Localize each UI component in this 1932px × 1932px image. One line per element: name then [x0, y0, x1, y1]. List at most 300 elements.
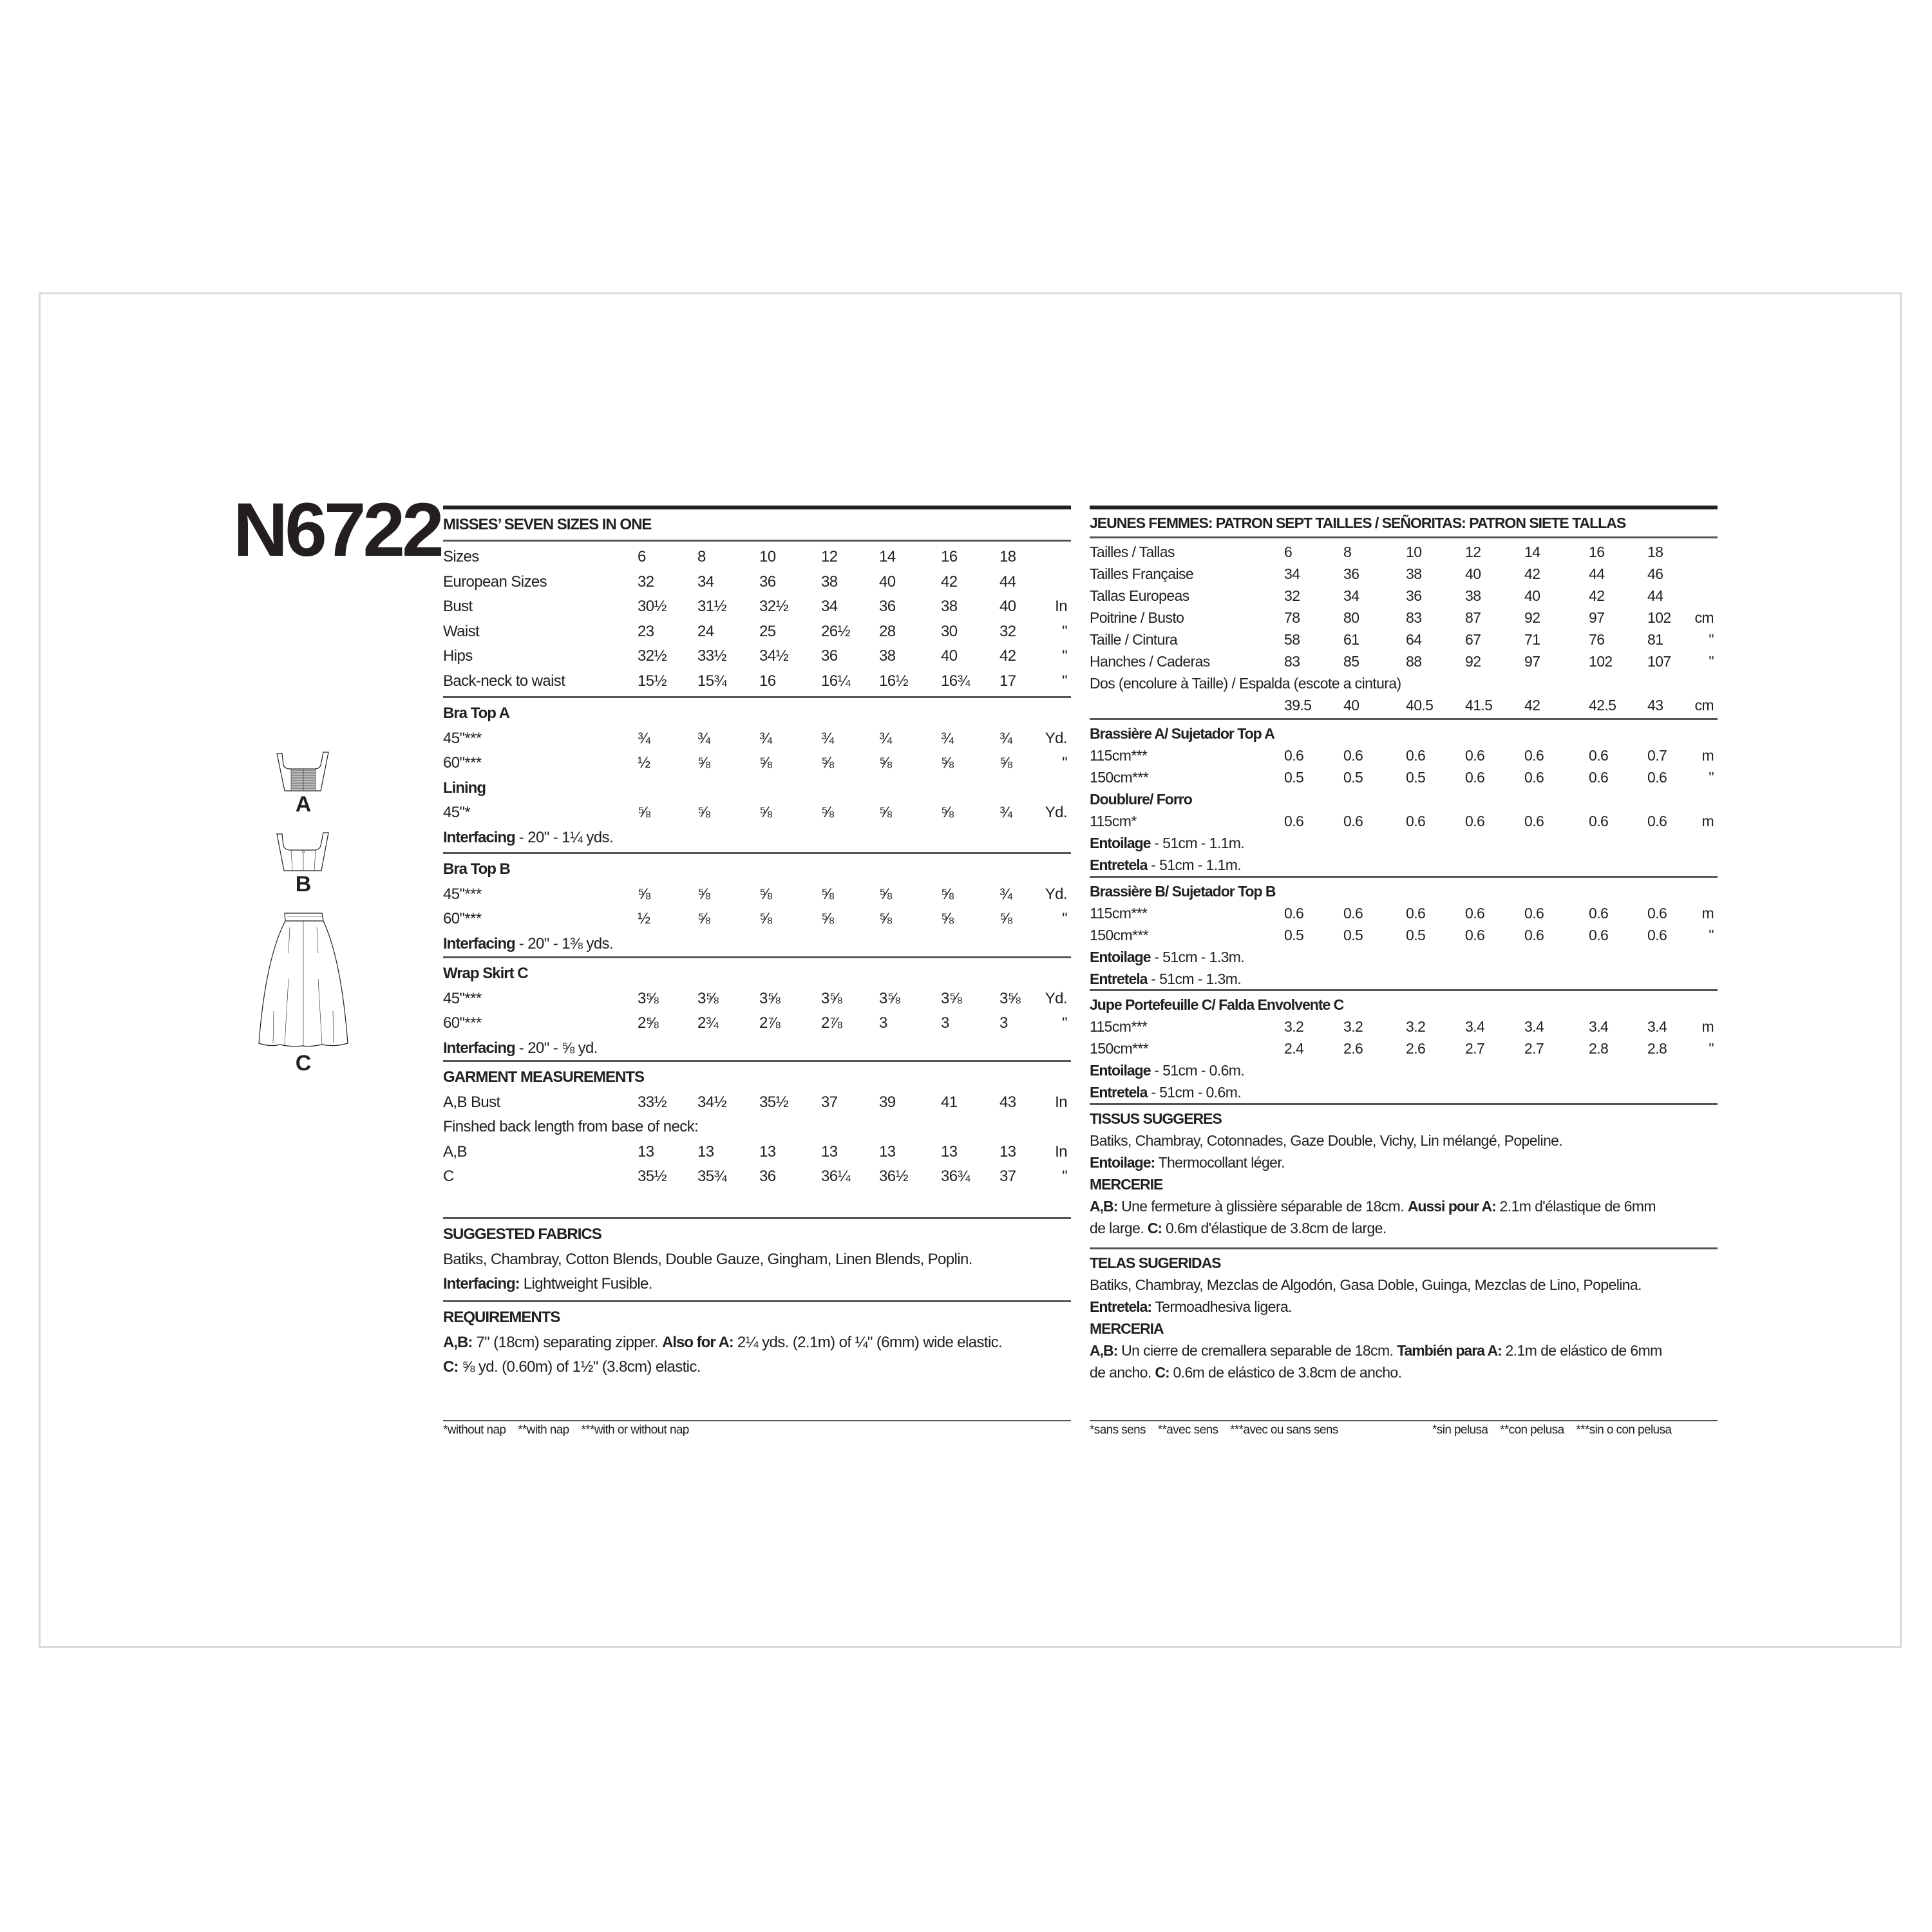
bold-label: Entretela — [1090, 1084, 1148, 1101]
unit-label: m — [1701, 747, 1714, 764]
size-value: 40 — [941, 647, 958, 665]
text-segment: - 51cm - 1.1m. — [1150, 835, 1245, 851]
text-segment: - 51cm - 1.3m. — [1150, 949, 1245, 965]
text-segment: de ancho. — [1090, 1364, 1155, 1381]
footnote: ***avec ou sans sens — [1230, 1423, 1338, 1437]
size-value: 24 — [697, 622, 714, 640]
table-row — [1090, 902, 1718, 924]
size-value: ⅝ — [821, 754, 834, 772]
technical-drawings — [245, 741, 374, 1140]
size-value: 36 — [759, 1168, 776, 1185]
size-value: ⅝ — [941, 804, 954, 821]
size-value: 25 — [759, 622, 776, 640]
size-value: 16 — [941, 548, 958, 565]
row-label: 115cm* — [1090, 813, 1137, 829]
footnote-divider — [1090, 1420, 1718, 1421]
size-value: 34½ — [697, 1093, 726, 1111]
size-value: 40 — [1343, 697, 1359, 714]
unit-label: Yd. — [1045, 989, 1067, 1007]
heading-label: Lining — [443, 779, 486, 797]
table-row — [443, 987, 1071, 1012]
size-value: 0.6 — [1465, 747, 1485, 764]
size-value: 41 — [941, 1093, 958, 1111]
table-row — [443, 726, 1071, 752]
table-row — [1090, 541, 1718, 563]
text-segment: 2.1m d'élastique de 6mm — [1495, 1198, 1656, 1215]
size-value: 10 — [1406, 544, 1422, 560]
size-value: 34 — [1343, 587, 1359, 604]
footnote: **avec sens — [1157, 1423, 1218, 1437]
text-segment: 2¼ yds. (2.1m) of ¼" (6mm) wide elastic. — [733, 1333, 1003, 1351]
text-segment: - 20" - 1¼ yds. — [515, 828, 614, 846]
section-heading — [443, 701, 1071, 726]
size-value: 102 — [1589, 653, 1613, 670]
table-row — [443, 644, 1071, 669]
size-value: 0.6 — [1524, 905, 1544, 922]
footnote: *without nap — [443, 1423, 506, 1437]
heading-label: TELAS SUGERIDAS — [1090, 1255, 1221, 1271]
text-line — [443, 1115, 1071, 1140]
table-row — [1090, 810, 1718, 832]
size-value: 3⅝ — [697, 989, 719, 1007]
row-label: 150cm*** — [1090, 1040, 1149, 1057]
size-value: 3 — [999, 1014, 1008, 1032]
section — [443, 852, 1071, 956]
text-line — [1090, 1081, 1718, 1103]
size-value: ½ — [638, 754, 650, 772]
section — [443, 1060, 1071, 1189]
view-label-a: A — [295, 792, 312, 817]
size-value: 34½ — [759, 647, 788, 665]
size-value: 36¼ — [821, 1168, 850, 1185]
size-value: 2.8 — [1589, 1040, 1609, 1057]
size-value: 3.4 — [1647, 1018, 1667, 1035]
text-line — [1090, 672, 1718, 694]
size-value: ¾ — [999, 729, 1012, 747]
footnote: ***sin o con pelusa — [1576, 1423, 1672, 1437]
table-row — [1090, 563, 1718, 585]
size-value: 40 — [1524, 587, 1540, 604]
row-label: 150cm*** — [1090, 927, 1149, 943]
size-value: 3⅝ — [638, 989, 659, 1007]
text-segment: ⅝ yd. (0.60m) of 1½" (3.8cm) elastic. — [458, 1358, 701, 1376]
heading-label: JEUNES FEMMES: PATRON SEPT TAILLES / SEÑORITAS: PATRON SIETE TALLAS — [1090, 515, 1626, 531]
text-line — [443, 1272, 1071, 1297]
size-value: ⅝ — [821, 804, 834, 821]
size-value: 40 — [999, 598, 1016, 615]
heading-label: REQUIREMENTS — [443, 1309, 560, 1326]
text-segment: Un cierre de cremallera separable de 18cm. — [1117, 1342, 1397, 1359]
size-value: 17 — [999, 672, 1016, 690]
size-value: 16¼ — [821, 672, 850, 690]
size-value: 76 — [1589, 631, 1605, 648]
text-line — [1090, 1296, 1718, 1318]
size-value: ⅝ — [697, 754, 710, 772]
row-label: A,B — [443, 1142, 467, 1160]
pattern-number: N6722 — [233, 488, 441, 573]
unit-label: " — [1062, 622, 1067, 640]
text-line — [1090, 946, 1718, 968]
bold-label: A,B: — [1090, 1342, 1118, 1359]
text-segment: Finshed back length from base of neck: — [443, 1118, 699, 1135]
size-value: 0.6 — [1343, 813, 1363, 829]
size-value: 10 — [759, 548, 776, 565]
unit-label: m — [1701, 905, 1714, 922]
size-value: 0.5 — [1284, 927, 1304, 943]
bold-label: Interfacing — [443, 828, 515, 846]
table-row — [1090, 924, 1718, 946]
size-value: 18 — [999, 548, 1016, 565]
text-line — [443, 826, 1071, 851]
unit-label: " — [1709, 927, 1714, 943]
bra-top-a-drawing — [277, 752, 328, 791]
size-value: 2¾ — [697, 1014, 719, 1032]
size-value: 3⅝ — [821, 989, 842, 1007]
text-line — [443, 1247, 1071, 1273]
size-value: 28 — [879, 622, 896, 640]
table-row — [1090, 607, 1718, 629]
size-value: 36 — [1406, 587, 1422, 604]
size-value: 16½ — [879, 672, 908, 690]
size-value: ⅝ — [941, 910, 954, 927]
row-label: C — [443, 1168, 454, 1185]
size-value: 0.5 — [1406, 927, 1426, 943]
row-label: Poitrine / Busto — [1090, 609, 1184, 626]
text-line — [1090, 1130, 1718, 1151]
size-value: ⅝ — [999, 910, 1012, 927]
section-heading — [1090, 1173, 1718, 1195]
table-row — [1090, 650, 1718, 672]
section-heading — [443, 857, 1071, 882]
size-value: 71 — [1524, 631, 1540, 648]
heading-label: MERCERIA — [1090, 1320, 1164, 1337]
size-value: 40.5 — [1406, 697, 1434, 714]
size-value: ⅝ — [759, 910, 772, 927]
text-line — [1090, 1361, 1718, 1383]
size-value: 2.6 — [1343, 1040, 1363, 1057]
size-value: ¾ — [638, 729, 650, 747]
size-value: 58 — [1284, 631, 1300, 648]
text-line — [1090, 1195, 1718, 1217]
size-value: ⅝ — [999, 754, 1012, 772]
text-segment: 0.6m de elástico de 3.8cm de ancho. — [1169, 1364, 1402, 1381]
size-value: 36 — [759, 573, 776, 591]
unit-label: " — [1062, 754, 1067, 772]
size-value: ⅝ — [638, 804, 650, 821]
size-value: 44 — [999, 573, 1016, 591]
text-segment: - 51cm - 0.6m. — [1147, 1084, 1242, 1101]
size-value: ⅝ — [697, 910, 710, 927]
size-value: 14 — [879, 548, 896, 565]
size-value: ¾ — [821, 729, 834, 747]
size-value: 2.7 — [1524, 1040, 1544, 1057]
size-value: 67 — [1465, 631, 1481, 648]
size-value: 0.7 — [1647, 747, 1667, 764]
size-value: 36 — [1343, 565, 1359, 582]
size-value: 3.4 — [1524, 1018, 1544, 1035]
table-row — [1090, 744, 1718, 766]
size-value: 13 — [759, 1142, 776, 1160]
section — [1090, 718, 1718, 876]
heading-label: Wrap Skirt C — [443, 965, 528, 982]
size-value: 43 — [999, 1093, 1016, 1111]
size-value: 32½ — [759, 598, 788, 615]
row-label: A,B Bust — [443, 1093, 500, 1111]
bold-label: C: — [443, 1358, 459, 1376]
size-value: 32 — [1284, 587, 1300, 604]
footnote: *sans sens — [1090, 1423, 1146, 1437]
size-value: 41.5 — [1465, 697, 1493, 714]
size-value: 6 — [638, 548, 646, 565]
text-segment: Termoadhesiva ligera. — [1151, 1298, 1292, 1315]
size-value: 0.6 — [1406, 813, 1426, 829]
size-value: ½ — [638, 910, 650, 927]
unit-label: " — [1709, 769, 1714, 786]
heading-label: MERCERIE — [1090, 1176, 1163, 1193]
text-line — [443, 1331, 1071, 1356]
unit-label: In — [1055, 1093, 1067, 1111]
footnotes-french — [1090, 1423, 1338, 1437]
heading-label: Brassière B/ Sujetador Top B — [1090, 883, 1276, 900]
wrap-skirt-c-drawing — [259, 913, 348, 1046]
text-segment: - 51cm - 0.6m. — [1150, 1062, 1245, 1079]
size-value: 0.6 — [1647, 813, 1667, 829]
size-value: 13 — [999, 1142, 1016, 1160]
size-value: 13 — [638, 1142, 654, 1160]
row-label: Tailles / Tallas — [1090, 544, 1175, 560]
section — [1090, 1247, 1718, 1383]
heading-label: Bra Top B — [443, 860, 510, 878]
bold-label: C: — [1155, 1364, 1170, 1381]
size-value: 36¾ — [941, 1168, 970, 1185]
section-heading — [443, 776, 1071, 801]
size-value: 61 — [1343, 631, 1359, 648]
size-value: ⅝ — [759, 804, 772, 821]
text-line — [1090, 832, 1718, 854]
size-value: 2⅝ — [638, 1014, 659, 1032]
footnote: **with nap — [518, 1423, 569, 1437]
size-value: 13 — [697, 1142, 714, 1160]
text-segment: Lightweight Fusible. — [519, 1275, 652, 1293]
section — [1090, 536, 1718, 716]
size-value: 88 — [1406, 653, 1422, 670]
row-label: European Sizes — [443, 573, 547, 591]
size-value: 33½ — [638, 1093, 667, 1111]
size-value: 92 — [1524, 609, 1540, 626]
size-value: ⅝ — [879, 754, 892, 772]
size-value: 32½ — [638, 647, 667, 665]
footnote: *sin pelusa — [1432, 1423, 1488, 1437]
row-label: Hanches / Caderas — [1090, 653, 1210, 670]
size-value: 42 — [1524, 565, 1540, 582]
row-label: Taille / Cintura — [1090, 631, 1178, 648]
size-value: 0.6 — [1465, 769, 1485, 786]
size-value: 2⅞ — [821, 1014, 842, 1032]
unit-label: cm — [1694, 697, 1714, 714]
size-value: 36 — [879, 598, 896, 615]
size-value: 30½ — [638, 598, 667, 615]
size-value: 102 — [1647, 609, 1671, 626]
unit-label: " — [1709, 631, 1714, 648]
row-label: 60"*** — [443, 1014, 482, 1032]
size-value: 3.2 — [1284, 1018, 1304, 1035]
row-label: Sizes — [443, 548, 479, 565]
text-segment: 2.1m de elástico de 6mm — [1501, 1342, 1662, 1359]
size-value: 78 — [1284, 609, 1300, 626]
heading-label: TISSUS SUGGERES — [1090, 1110, 1222, 1127]
text-line — [1090, 854, 1718, 876]
size-value: ¾ — [879, 729, 892, 747]
size-value: 35½ — [638, 1168, 667, 1185]
size-value: 3⅝ — [759, 989, 781, 1007]
section-heading — [1090, 723, 1718, 744]
size-value: 23 — [638, 622, 654, 640]
size-value: 16 — [1589, 544, 1605, 560]
view-label-b: B — [295, 872, 312, 896]
table-row — [443, 570, 1071, 595]
heading-label: GARMENT MEASUREMENTS — [443, 1068, 645, 1086]
table-row — [443, 1140, 1071, 1165]
text-line — [443, 932, 1071, 957]
unit-label: " — [1062, 672, 1067, 690]
size-value: ¾ — [941, 729, 954, 747]
size-value: 0.6 — [1524, 927, 1544, 943]
size-value: 34 — [821, 598, 838, 615]
size-value: 42 — [1589, 587, 1605, 604]
size-value: 35½ — [759, 1093, 788, 1111]
size-value: 16¾ — [941, 672, 970, 690]
size-value: ⅝ — [879, 885, 892, 903]
size-value: 39.5 — [1284, 697, 1312, 714]
table-row — [443, 620, 1071, 645]
size-value: 0.5 — [1284, 769, 1304, 786]
size-value: 12 — [821, 548, 838, 565]
size-value: 13 — [821, 1142, 838, 1160]
size-value: 34 — [1284, 565, 1300, 582]
size-value: 40 — [1465, 565, 1481, 582]
section — [443, 956, 1071, 1061]
section-heading — [1090, 880, 1718, 902]
size-value: 32 — [999, 622, 1016, 640]
table-row — [443, 1011, 1071, 1036]
size-value: 3⅝ — [999, 989, 1021, 1007]
size-value: 37 — [999, 1168, 1016, 1185]
size-value: 0.6 — [1465, 927, 1485, 943]
size-value: 3.2 — [1343, 1018, 1363, 1035]
size-value: 0.6 — [1465, 813, 1485, 829]
unit-label: Yd. — [1045, 729, 1067, 747]
size-value: ¾ — [697, 729, 710, 747]
size-value: 2.4 — [1284, 1040, 1304, 1057]
unit-label: " — [1062, 910, 1067, 927]
text-segment: Batiks, Chambray, Cotton Blends, Double Gauze, Gingham, Linen Blends, Poplin. — [443, 1250, 972, 1268]
table-row — [443, 907, 1071, 932]
size-value: 26½ — [821, 622, 850, 640]
size-value: ⅝ — [879, 910, 892, 927]
table-row — [443, 594, 1071, 620]
size-value: 8 — [1343, 544, 1352, 560]
row-label: Hips — [443, 647, 473, 665]
section — [443, 1300, 1071, 1380]
row-label: Tallas Europeas — [1090, 587, 1189, 604]
section — [443, 506, 1071, 538]
size-value: 2.8 — [1647, 1040, 1667, 1057]
unit-label: m — [1701, 813, 1714, 829]
size-value: ⅝ — [759, 754, 772, 772]
text-line — [1090, 1274, 1718, 1296]
size-value: 39 — [879, 1093, 896, 1111]
size-value: 8 — [697, 548, 706, 565]
text-segment: - 51cm - 1.1m. — [1147, 857, 1242, 873]
size-value: 3 — [879, 1014, 887, 1032]
row-label: 60"*** — [443, 910, 482, 927]
size-value: 16 — [759, 672, 776, 690]
text-segment: Une fermeture à glissière séparable de 18cm. — [1117, 1198, 1408, 1215]
view-label-c: C — [295, 1051, 312, 1075]
row-label: 115cm*** — [1090, 905, 1148, 922]
table-row — [443, 800, 1071, 826]
size-value: ⅝ — [697, 804, 710, 821]
size-value: 0.6 — [1465, 905, 1485, 922]
unit-label: " — [1709, 653, 1714, 670]
size-value: 0.5 — [1343, 927, 1363, 943]
text-line — [443, 1036, 1071, 1061]
size-value: ¾ — [999, 885, 1012, 903]
size-value: 0.6 — [1284, 905, 1304, 922]
bold-label: Entretela — [1090, 857, 1148, 873]
bold-label: Entoilage: — [1090, 1154, 1155, 1171]
bold-label: A,B: — [1090, 1198, 1118, 1215]
size-value: 6 — [1284, 544, 1293, 560]
size-value: ⅝ — [759, 885, 772, 903]
size-value: 36 — [821, 647, 838, 665]
unit-label: " — [1709, 1040, 1714, 1057]
size-value: 85 — [1343, 653, 1359, 670]
size-value: 2.7 — [1465, 1040, 1485, 1057]
section-heading — [1090, 788, 1718, 810]
section-heading — [443, 961, 1071, 987]
size-value: 44 — [1647, 587, 1663, 604]
bold-label: A,B: — [443, 1333, 473, 1351]
row-label: Tailles Française — [1090, 565, 1194, 582]
size-value: 0.6 — [1589, 905, 1609, 922]
section — [443, 540, 1071, 694]
text-line — [1090, 968, 1718, 990]
size-value: 0.5 — [1343, 769, 1363, 786]
size-value: 30 — [941, 622, 958, 640]
size-value: 15½ — [638, 672, 667, 690]
table-row — [443, 669, 1071, 694]
row-label: Back-neck to waist — [443, 672, 565, 690]
table-row — [1090, 694, 1718, 716]
size-value: 0.6 — [1343, 747, 1363, 764]
size-value: ⅝ — [941, 754, 954, 772]
table-row — [443, 1090, 1071, 1115]
section-heading — [1090, 512, 1718, 534]
size-value: 38 — [821, 573, 838, 591]
section — [1090, 1103, 1718, 1239]
size-value: 3.2 — [1406, 1018, 1426, 1035]
text-line — [1090, 1217, 1718, 1239]
unit-label: In — [1055, 598, 1067, 615]
size-value: 0.6 — [1589, 927, 1609, 943]
text-line — [1090, 1059, 1718, 1081]
unit-label: In — [1055, 1142, 1067, 1160]
heading-label: Jupe Portefeuille C/ Falda Envolvente C — [1090, 996, 1344, 1013]
bold-label: C: — [1147, 1220, 1162, 1236]
row-label: 150cm*** — [1090, 769, 1149, 786]
size-value: 15¾ — [697, 672, 726, 690]
